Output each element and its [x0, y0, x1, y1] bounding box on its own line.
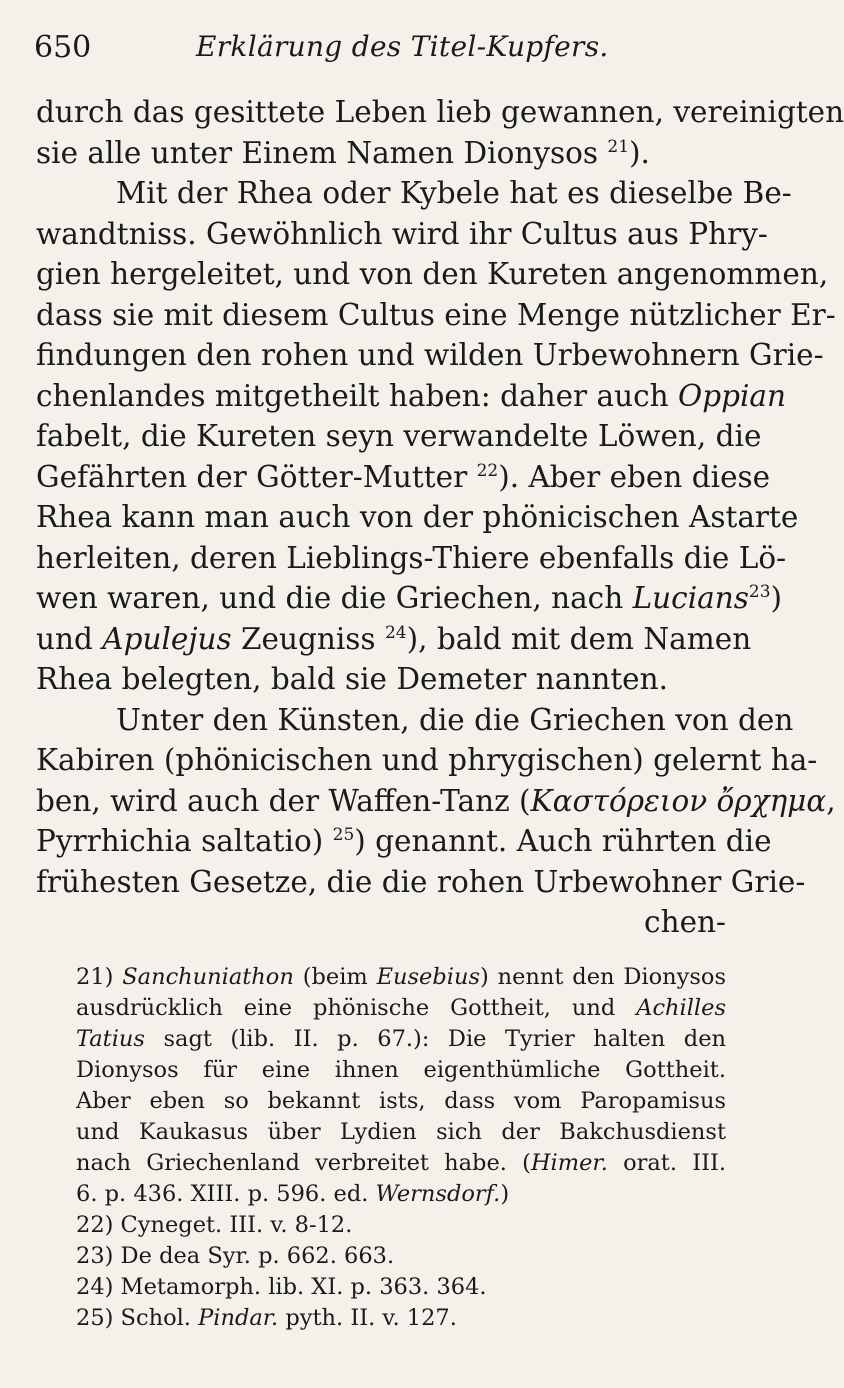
footnote-22: 22) Cyneget. III. v. 8-12.	[76, 1212, 353, 1238]
footnote-ref: 22	[476, 460, 499, 481]
text-line: Mit der Rhea oder Kybele hat es dieselbe Be-	[116, 176, 792, 210]
footnote-line: und Kaukasus über Lydien sich der Bakchusdienst	[76, 1119, 726, 1145]
running-head	[34, 26, 760, 66]
text-line: sie alle unter Einem Namen Dionysos $^{21}$).	[36, 135, 650, 170]
footnote-line: Dionysos für eine ihnen eigenthümliche Gottheit.	[76, 1057, 726, 1083]
text-line: Kabiren (phönicischen und phrygischen) gelernt ha-	[36, 743, 818, 777]
text-line: ben, wird auch der Waffen-Tanz (Καστόρειον ὄρχημα,	[36, 783, 836, 818]
footnote-line: ausdrücklich eine phönische Gottheit, und Achilles	[76, 995, 726, 1021]
footnote-line: Tatius sagt (lib. II. p. 67.): Die Tyrier halten den	[76, 1026, 726, 1052]
text-line: Gefährten der Götter-Mutter $^{22}$). Aber eben diese	[36, 459, 771, 494]
text-line: dass sie mit diesem Cultus eine Menge nützlicher Er-	[36, 297, 836, 332]
footnote-ref: 21	[607, 136, 630, 157]
text-line: wen waren, und die die Griechen, nach Lucians$^{23}$)	[36, 581, 783, 615]
text-line: frühesten Gesetze, die die rohen Urbewohner Grie-	[36, 864, 806, 899]
text-line: gien hergeleitet, und von den Kureten angenommen,	[36, 257, 829, 291]
text-line: findungen den rohen und wilden Urbewohnern Grie-	[36, 338, 824, 372]
footnote-line: nach Griechenland verbreitet habe. (Himer. orat. III.	[76, 1150, 727, 1176]
footnote-23: 23) De dea Syr. p. 662. 663.	[76, 1243, 395, 1269]
footnote-21: 21) Sanchuniathon (beim Eusebius) nennt den Dionysos	[76, 964, 726, 990]
text-line: Rhea kann man auch von der phönicischen Astarte	[36, 500, 799, 534]
text-line: Unter den Künsten, die die Griechen von den	[116, 702, 794, 737]
text-line: Pyrrhichia saltatio) $^{25}$) genannt. Auch rührten die	[36, 824, 772, 858]
text-line: durch das gesittete Leben lieb gewannen, vereinigten	[36, 95, 844, 129]
text-line: herleiten, deren Lieblings-Thiere ebenfalls die Lö-	[36, 540, 787, 575]
footnote-line: 6. p. 436. XIII. p. 596. ed. Wernsdorf.)	[76, 1181, 510, 1207]
text-line: Rhea belegten, bald sie Demeter nannten.	[36, 662, 669, 696]
catchword: chen-	[644, 905, 726, 939]
footnote-ref: 25	[332, 825, 355, 846]
text-line: wandtniss. Gewöhnlich wird ihr Cultus aus Phry-	[36, 216, 768, 251]
text-line: und Apulejus Zeugniss $^{24}$), bald mit dem Namen	[36, 621, 752, 656]
text-line: fabelt, die Kureten seyn verwandelte Löwen, die	[36, 419, 762, 453]
footnote-ref: 24	[384, 622, 407, 643]
footnote-ref: 23	[748, 582, 771, 603]
footnote-25: 25) Schol. Pindar. pyth. II. v. 127.	[76, 1305, 457, 1331]
footnotes	[76, 962, 726, 1334]
running-title: Erklärung des Titel-Kupfers.	[196, 30, 609, 63]
text-line: chenlandes mitgetheilt haben: daher auch Oppian	[36, 378, 786, 413]
main-text	[36, 92, 844, 943]
footnote-24: 24) Metamorph. lib. XI. p. 363. 364.	[76, 1274, 487, 1300]
page-number: 650	[34, 30, 92, 65]
footnote-line: Aber eben so bekannt ists, dass vom Paropamisus	[76, 1088, 726, 1114]
